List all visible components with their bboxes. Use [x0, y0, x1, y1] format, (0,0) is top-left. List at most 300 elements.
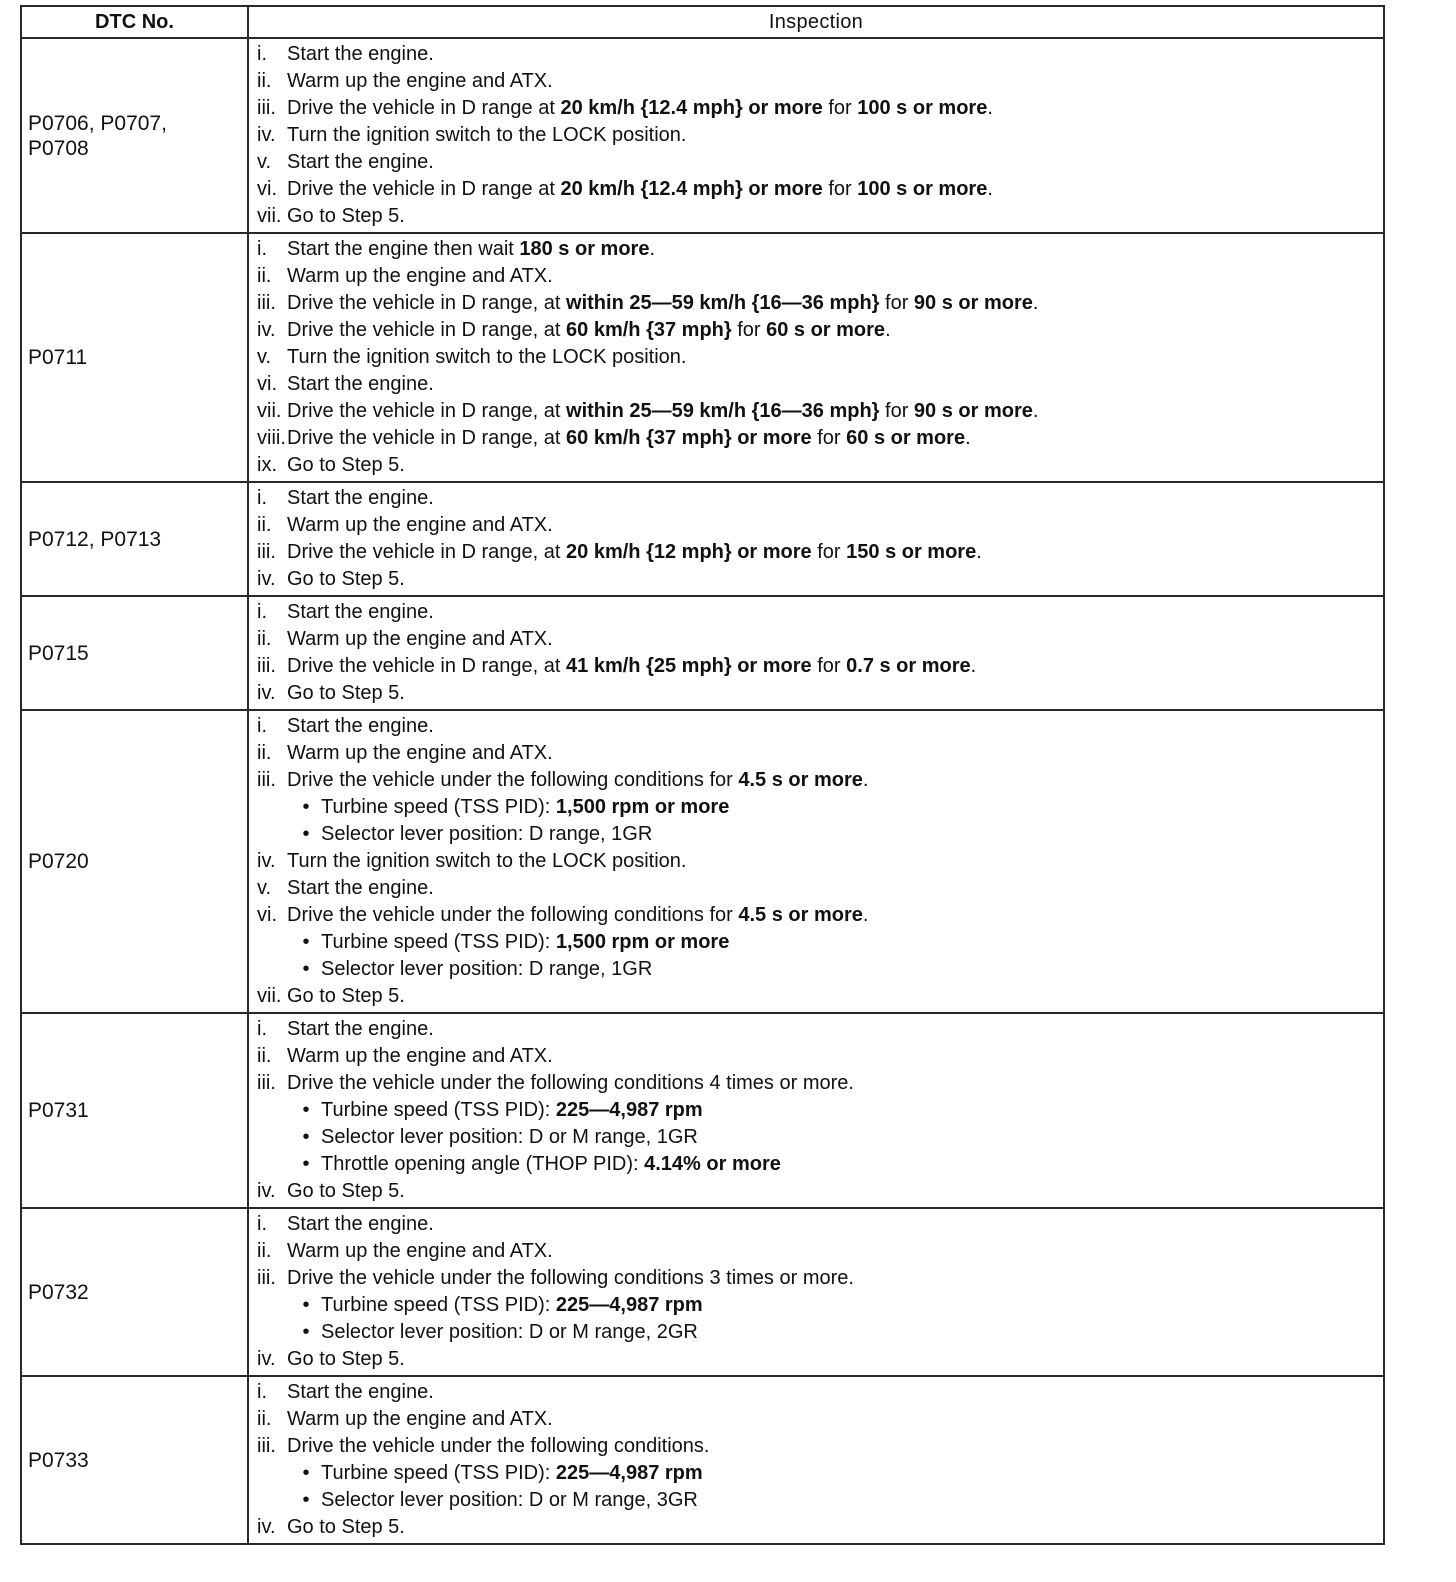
inspection-cell — [248, 1208, 1384, 1376]
step-number: vi. — [257, 904, 277, 926]
indent-spacer — [257, 1124, 287, 1151]
dtc-code: P0706, P0707, — [28, 111, 167, 135]
text-segment: Selector lever position: D range, 1GR — [321, 958, 653, 980]
text-segment: Turn the ignition switch to the LOCK position. — [287, 346, 687, 368]
step-number: ii. — [257, 1045, 272, 1067]
text-segment: . — [987, 97, 993, 119]
text-segment: Start the engine then wait — [287, 238, 520, 260]
step-number: v. — [257, 877, 272, 899]
bullet-icon: • — [302, 1294, 310, 1316]
inspection-step — [257, 452, 1379, 479]
text-segment: Selector lever position: D or M range, 2GR — [321, 1321, 698, 1343]
emphasized-value: 0.7 s or more — [846, 655, 971, 677]
emphasized-value: 1,500 rpm or more — [555, 796, 730, 818]
text-segment: Drive the vehicle under the following conditions 3 times or more. — [287, 1267, 854, 1289]
step-text — [287, 485, 434, 512]
step-text — [287, 1016, 434, 1043]
text-segment: for — [879, 292, 914, 314]
step-text — [287, 344, 686, 371]
text-segment: Go to Step 5. — [287, 1180, 405, 1202]
inspection-cell — [248, 596, 1384, 710]
bullet-icon: • — [302, 1462, 310, 1484]
emphasized-value: 4.5 s or more — [738, 769, 863, 791]
header-dtc-no: DTC No. — [21, 6, 248, 38]
text-segment: Warm up the engine and ATX. — [287, 628, 553, 650]
step-number: i. — [257, 1381, 267, 1403]
inspection-step — [257, 263, 1379, 290]
step-text — [287, 1238, 553, 1265]
text-segment: Start the engine. — [287, 1213, 434, 1235]
inspection-cell — [248, 1013, 1384, 1208]
step-text — [287, 1043, 553, 1070]
step-text — [287, 68, 553, 95]
bullet-icon: • — [302, 931, 310, 953]
condition-item — [257, 956, 1379, 983]
step-text — [287, 95, 993, 122]
step-number: ii. — [257, 742, 272, 764]
text-segment: Warm up the engine and ATX. — [287, 265, 553, 287]
text-segment: Selector lever position: D or M range, 3GR — [321, 1489, 698, 1511]
step-text — [287, 122, 686, 149]
step-text — [321, 821, 652, 848]
inspection-step — [257, 344, 1379, 371]
inspection-step — [257, 566, 1379, 593]
step-number: iv. — [257, 124, 276, 146]
table-row — [21, 482, 1384, 596]
emphasized-value: 225—4,987 rpm — [555, 1294, 703, 1316]
step-number: iii. — [257, 1435, 276, 1457]
dtc-code: P0731 — [28, 1099, 89, 1122]
dtc-inspection-table — [20, 5, 1385, 1545]
step-text — [287, 512, 553, 539]
inspection-step — [257, 713, 1379, 740]
step-text — [287, 1406, 553, 1433]
text-segment: Drive the vehicle under the following conditions. — [287, 1435, 710, 1457]
indent-spacer — [257, 929, 287, 956]
text-segment: Drive the vehicle in D range, at — [287, 427, 567, 449]
step-number: vii. — [257, 400, 282, 422]
step-number: ii. — [257, 265, 272, 287]
emphasized-value: 90 s or more — [913, 292, 1033, 314]
step-number: ix. — [257, 454, 277, 476]
text-segment: Turbine speed (TSS PID): — [321, 1099, 556, 1121]
step-number: i. — [257, 1018, 267, 1040]
bullet-icon: • — [302, 958, 310, 980]
text-segment: Drive the vehicle in D range, at — [287, 292, 567, 314]
text-segment: Go to Step 5. — [287, 1516, 405, 1538]
inspection-step — [257, 1433, 1379, 1460]
text-segment: Selector lever position: D range, 1GR — [321, 823, 653, 845]
dtc-code-cell — [21, 482, 248, 596]
inspection-step — [257, 95, 1379, 122]
text-segment: Start the engine. — [287, 601, 434, 623]
inspection-step — [257, 539, 1379, 566]
step-number: i. — [257, 238, 267, 260]
indent-spacer — [257, 1487, 287, 1514]
dtc-code: P0733 — [28, 1448, 89, 1472]
text-segment: Turbine speed (TSS PID): — [321, 931, 556, 953]
emphasized-value: 150 s or more — [846, 541, 977, 563]
text-segment: Start the engine. — [287, 1018, 434, 1040]
step-text — [321, 1487, 698, 1514]
dtc-code-cell — [21, 1376, 248, 1544]
inspection-step — [257, 983, 1379, 1010]
step-number: viii. — [257, 427, 286, 449]
bullet-icon: • — [302, 1153, 310, 1175]
step-text — [287, 740, 553, 767]
bullet-icon: • — [302, 1099, 310, 1121]
condition-item — [257, 1292, 1379, 1319]
inspection-cell — [248, 1376, 1384, 1544]
text-segment: Turn the ignition switch to the LOCK position. — [287, 850, 687, 872]
inspection-step — [257, 290, 1379, 317]
indent-spacer — [257, 1097, 287, 1124]
inspection-cell — [248, 233, 1384, 482]
bullet-icon: • — [302, 796, 310, 818]
emphasized-value: 225—4,987 rpm — [555, 1462, 703, 1484]
inspection-step — [257, 1379, 1379, 1406]
text-segment: . — [649, 238, 656, 260]
step-text — [287, 1379, 434, 1406]
dtc-code-cell — [21, 596, 248, 710]
step-number: i. — [257, 601, 267, 623]
table-row — [21, 596, 1384, 710]
text-segment: Drive the vehicle in D range at — [287, 178, 561, 200]
table-row — [21, 1376, 1384, 1544]
emphasized-value: within 25—59 km/h {16—36 mph} — [566, 400, 880, 422]
inspection-step — [257, 176, 1379, 203]
text-segment: . — [987, 178, 993, 200]
step-number: ii. — [257, 70, 272, 92]
table-row — [21, 233, 1384, 482]
inspection-step — [257, 149, 1379, 176]
step-text — [287, 398, 1038, 425]
text-segment: Go to Step 5. — [287, 205, 405, 227]
inspection-step — [257, 1514, 1379, 1541]
text-segment: . — [976, 541, 982, 563]
text-segment: Go to Step 5. — [287, 1348, 405, 1370]
step-text — [287, 566, 405, 593]
text-segment: Start the engine. — [287, 1381, 434, 1403]
step-number: v. — [257, 346, 272, 368]
step-text — [321, 1097, 703, 1124]
inspection-step — [257, 1265, 1379, 1292]
inspection-step — [257, 767, 1379, 794]
step-text — [287, 1433, 709, 1460]
text-segment: Turbine speed (TSS PID): — [321, 796, 556, 818]
step-number: ii. — [257, 628, 272, 650]
step-text — [287, 1346, 405, 1373]
text-segment: Throttle opening angle (THOP PID): — [321, 1153, 645, 1175]
step-number: iv. — [257, 850, 276, 872]
step-text — [287, 290, 1038, 317]
inspection-step — [257, 902, 1379, 929]
emphasized-value: 100 s or more — [857, 178, 988, 200]
step-text — [321, 1460, 703, 1487]
inspection-step — [257, 1238, 1379, 1265]
dtc-code-cell — [21, 233, 248, 482]
step-text — [321, 956, 652, 983]
step-text — [287, 1178, 405, 1205]
step-text — [321, 794, 729, 821]
step-number: vii. — [257, 205, 282, 227]
inspection-step — [257, 599, 1379, 626]
step-text — [287, 680, 405, 707]
dtc-code: P0708 — [28, 136, 89, 160]
step-text — [287, 1211, 434, 1238]
inspection-step — [257, 1043, 1379, 1070]
emphasized-value: 20 km/h {12.4 mph} or more — [560, 178, 823, 200]
step-number: iv. — [257, 568, 276, 590]
dtc-code: P0715 — [28, 641, 89, 665]
emphasized-value: 100 s or more — [857, 97, 988, 119]
inspection-step — [257, 680, 1379, 707]
dtc-code: P0711 — [28, 346, 88, 369]
text-segment: Start the engine. — [287, 373, 434, 395]
emphasized-value: 180 s or more — [519, 238, 650, 260]
text-segment: . — [862, 769, 869, 791]
step-number: iii. — [257, 655, 276, 677]
indent-spacer — [257, 956, 287, 983]
step-number: i. — [257, 1213, 267, 1235]
text-segment: Warm up the engine and ATX. — [287, 742, 553, 764]
text-segment: . — [1032, 400, 1039, 422]
bullet-icon: • — [302, 1321, 310, 1343]
header-inspection: Inspection — [248, 6, 1384, 38]
dtc-code: P0720 — [28, 850, 89, 873]
emphasized-value: 90 s or more — [913, 400, 1033, 422]
inspection-step — [257, 425, 1379, 452]
step-number: iii. — [257, 769, 276, 791]
step-number: vi. — [257, 178, 277, 200]
text-segment: for — [811, 427, 847, 449]
inspection-cell — [248, 38, 1384, 233]
text-segment: Go to Step 5. — [287, 682, 405, 704]
step-number: ii. — [257, 514, 272, 536]
text-segment: . — [1032, 292, 1039, 314]
emphasized-value: 20 km/h {12 mph} or more — [566, 541, 812, 563]
step-number: iv. — [257, 319, 276, 341]
inspection-step — [257, 848, 1379, 875]
emphasized-value: 20 km/h {12.4 mph} or more — [560, 97, 823, 119]
text-segment: Warm up the engine and ATX. — [287, 1240, 553, 1262]
emphasized-value: within 25—59 km/h {16—36 mph} — [566, 292, 880, 314]
text-segment: Drive the vehicle in D range, at — [287, 319, 567, 341]
step-text — [287, 452, 405, 479]
inspection-step — [257, 1346, 1379, 1373]
indent-spacer — [257, 794, 287, 821]
step-text — [287, 149, 434, 176]
step-number: i. — [257, 43, 267, 65]
step-number: v. — [257, 151, 272, 173]
inspection-step — [257, 740, 1379, 767]
step-text — [287, 875, 434, 902]
text-segment: Go to Step 5. — [287, 985, 405, 1007]
step-text — [321, 1319, 698, 1346]
text-segment: Start the engine. — [287, 715, 434, 737]
text-segment: Drive the vehicle in D range, at — [287, 400, 567, 422]
step-text — [287, 371, 434, 398]
step-number: vii. — [257, 985, 282, 1007]
text-segment: . — [862, 904, 869, 926]
text-segment: Go to Step 5. — [287, 568, 405, 590]
step-text — [287, 41, 434, 68]
inspection-step — [257, 122, 1379, 149]
text-segment: for — [811, 655, 847, 677]
step-number: i. — [257, 715, 267, 737]
step-text — [287, 983, 405, 1010]
condition-item — [257, 821, 1379, 848]
emphasized-value: 1,500 rpm or more — [555, 931, 730, 953]
table-row — [21, 710, 1384, 1013]
step-number: iii. — [257, 1072, 276, 1094]
condition-item — [257, 1097, 1379, 1124]
step-number: iii. — [257, 541, 276, 563]
step-number: iv. — [257, 1180, 276, 1202]
step-text — [287, 317, 891, 344]
step-text — [287, 203, 405, 230]
emphasized-value: 60 s or more — [766, 319, 886, 341]
indent-spacer — [257, 1319, 287, 1346]
inspection-cell — [248, 710, 1384, 1013]
condition-item — [257, 1319, 1379, 1346]
step-number: iv. — [257, 682, 276, 704]
text-segment: for — [811, 541, 847, 563]
text-segment: Warm up the engine and ATX. — [287, 70, 553, 92]
emphasized-value: 60 km/h {37 mph} or more — [566, 427, 812, 449]
step-number: ii. — [257, 1408, 272, 1430]
step-text — [287, 1265, 854, 1292]
indent-spacer — [257, 1151, 287, 1178]
emphasized-value: 225—4,987 rpm — [555, 1099, 703, 1121]
table-body — [21, 38, 1384, 1544]
inspection-step — [257, 317, 1379, 344]
condition-item — [257, 1124, 1379, 1151]
condition-item — [257, 1151, 1379, 1178]
text-segment: Drive the vehicle under the following conditions 4 times or more. — [287, 1072, 854, 1094]
step-text — [287, 1514, 405, 1541]
text-segment: Selector lever position: D or M range, 1GR — [321, 1126, 698, 1148]
table-row — [21, 1208, 1384, 1376]
dtc-code-cell — [21, 1208, 248, 1376]
dtc-code-cell — [21, 38, 248, 233]
text-segment: Turbine speed (TSS PID): — [321, 1462, 556, 1484]
emphasized-value: 60 km/h {37 mph} — [566, 319, 732, 341]
step-number: iii. — [257, 1267, 276, 1289]
step-text — [287, 713, 434, 740]
step-text — [287, 263, 553, 290]
step-number: iii. — [257, 292, 276, 314]
inspection-step — [257, 371, 1379, 398]
inspection-step — [257, 1211, 1379, 1238]
step-text — [321, 1292, 703, 1319]
step-text — [321, 1124, 698, 1151]
step-text — [321, 1151, 781, 1178]
inspection-step — [257, 1016, 1379, 1043]
text-segment: for — [879, 400, 914, 422]
inspection-step — [257, 875, 1379, 902]
inspection-step — [257, 203, 1379, 230]
step-number: iv. — [257, 1348, 276, 1370]
dtc-code: P0712, P0713 — [28, 527, 162, 551]
text-segment: for — [731, 319, 767, 341]
emphasized-value: 41 km/h {25 mph} or more — [566, 655, 812, 677]
bullet-icon: • — [302, 823, 310, 845]
text-segment: Drive the vehicle in D range, at — [287, 541, 567, 563]
inspection-step — [257, 398, 1379, 425]
text-segment: Go to Step 5. — [287, 454, 405, 476]
indent-spacer — [257, 1460, 287, 1487]
condition-item — [257, 1460, 1379, 1487]
text-segment: Drive the vehicle under the following conditions for — [287, 904, 739, 926]
step-number: iii. — [257, 97, 276, 119]
inspection-step — [257, 41, 1379, 68]
step-text — [287, 236, 655, 263]
step-number: ii. — [257, 1240, 272, 1262]
inspection-step — [257, 485, 1379, 512]
step-number: i. — [257, 487, 267, 509]
condition-item — [257, 794, 1379, 821]
text-segment: . — [970, 655, 977, 677]
text-segment: Turn the ignition switch to the LOCK position. — [287, 124, 687, 146]
text-segment: Drive the vehicle in D range at — [287, 97, 561, 119]
inspection-cell — [248, 482, 1384, 596]
text-segment: Warm up the engine and ATX. — [287, 514, 553, 536]
inspection-step — [257, 1178, 1379, 1205]
emphasized-value: 4.5 s or more — [738, 904, 863, 926]
inspection-step — [257, 1070, 1379, 1097]
text-segment: for — [822, 178, 858, 200]
step-text — [287, 626, 553, 653]
step-text — [287, 599, 434, 626]
text-segment: Start the engine. — [287, 43, 434, 65]
text-segment: Turbine speed (TSS PID): — [321, 1294, 556, 1316]
inspection-step — [257, 236, 1379, 263]
text-segment: . — [965, 427, 971, 449]
text-segment: Warm up the engine and ATX. — [287, 1045, 553, 1067]
indent-spacer — [257, 1292, 287, 1319]
step-text — [287, 653, 976, 680]
dtc-code-cell — [21, 710, 248, 1013]
inspection-step — [257, 68, 1379, 95]
step-text — [287, 176, 993, 203]
table-row — [21, 38, 1384, 233]
inspection-step — [257, 1406, 1379, 1433]
text-segment: Start the engine. — [287, 487, 434, 509]
step-text — [287, 425, 971, 452]
bullet-icon: • — [302, 1489, 310, 1511]
condition-item — [257, 1487, 1379, 1514]
text-segment: Drive the vehicle in D range, at — [287, 655, 567, 677]
inspection-step — [257, 626, 1379, 653]
step-text — [287, 1070, 854, 1097]
step-text — [321, 929, 729, 956]
dtc-code-cell — [21, 1013, 248, 1208]
text-segment: Start the engine. — [287, 877, 434, 899]
inspection-step — [257, 653, 1379, 680]
text-segment: Drive the vehicle under the following conditions for — [287, 769, 739, 791]
indent-spacer — [257, 821, 287, 848]
bullet-icon: • — [302, 1126, 310, 1148]
table-row — [21, 1013, 1384, 1208]
text-segment: . — [885, 319, 891, 341]
step-text — [287, 848, 686, 875]
condition-item — [257, 929, 1379, 956]
emphasized-value: 4.14% or more — [644, 1153, 781, 1175]
step-text — [287, 539, 982, 566]
step-number: iv. — [257, 1516, 276, 1538]
text-segment: for — [822, 97, 858, 119]
